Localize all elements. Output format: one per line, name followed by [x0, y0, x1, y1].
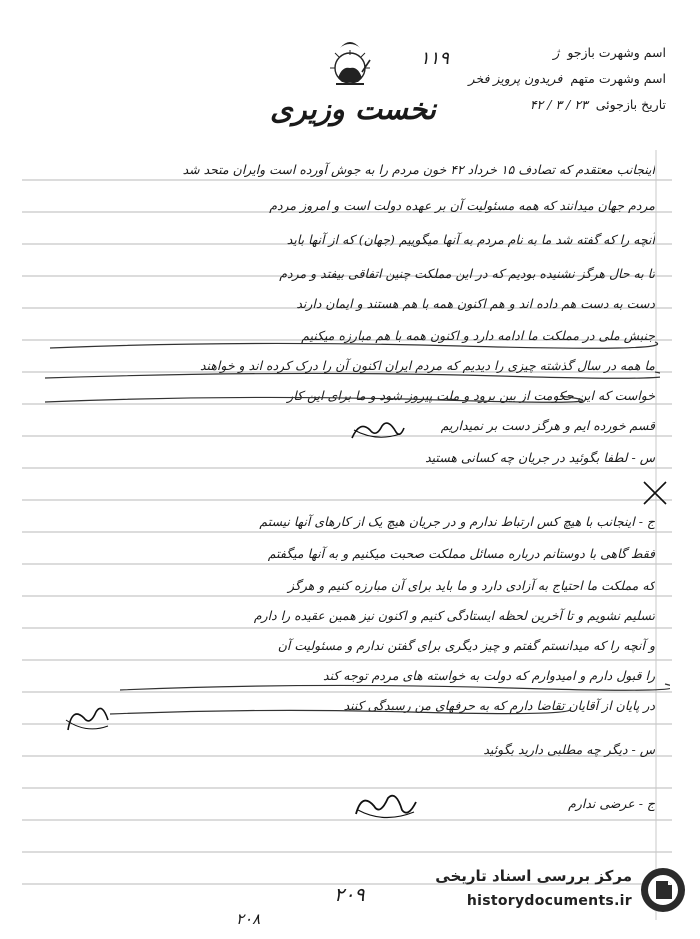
statement-line: دست به دست هم داده اند و هم اکنون همه با هم هستند و ایمان دارند: [296, 296, 655, 311]
question-1: س - لطفا بگوئید در جریان چه کسانی هستید: [425, 450, 655, 465]
signature-icon: [346, 416, 406, 446]
archive-watermark: [425, 859, 690, 929]
statement-line: جنبش ملی در مملکت ما ادامه دارد و اکنون همه با هم مبارزه میکنیم: [301, 328, 655, 343]
interrogation-metadata: [469, 40, 667, 118]
signature-icon: [350, 788, 420, 828]
defendant-field: [469, 66, 667, 92]
cross-mark-icon: [640, 478, 670, 508]
statement-line: قسم خورده ایم و هرگز دست بر نمیداریم: [440, 418, 655, 433]
answer-line: تسلیم نشویم و تا آخرین لحظه ایستادگی کنیم و اکنون نیز همین عقیده را دارم: [253, 608, 655, 623]
question-2: س - دیگر چه مطلبی دارید بگوئید: [483, 742, 655, 757]
archive-logo-icon: [638, 865, 688, 915]
underline-marks: [40, 330, 660, 410]
statement-line: اینجانب معتقدم که تصادف ۱۵ خرداد ۴۲ خون مردم را به جوش آورده است وایران متحد شد: [182, 162, 655, 177]
field-label: اسم وشهرت متهم: [570, 71, 666, 86]
answer-line: که مملکت ما احتیاج به آزادی دارد و ما باید برای آن مبارزه کنیم و هرگز: [287, 578, 655, 593]
field-label: اسم وشهرت بازجو: [567, 45, 666, 60]
archive-page-number: ۲۰۸: [236, 910, 261, 928]
underline-marks: [110, 680, 670, 720]
page-number: ۲۰۹: [334, 884, 365, 906]
field-value: ۲۳ / ۳ / ۴۲: [529, 97, 588, 112]
field-label: تاریخ بازجوئی: [595, 97, 666, 112]
statement-line: آنچه را که گفته شد ما به نام مردم به آنها میگوییم (جهان) که از آنها باید: [286, 232, 655, 247]
answer-line: و آنچه را که میدانستم گفتم و چیز دیگری برای گفتن ندارم و مسئولیت آن: [277, 638, 655, 653]
statement-line: مردم جهان میدانند که همه مسئولیت آن بر عهده دولت است و امروز مردم: [269, 198, 655, 213]
watermark-url: historydocuments.ir: [466, 893, 632, 909]
statement-line: ما همه در سال گذشته چیزی را دیدیم که مردم ایران اکنون آن را درک کرده اند و خواهند: [200, 358, 655, 373]
answer-line: ج - اینجانب با هیچ کس ارتباط ندارم و در جریان هیچ یک از کارهای آنها نیستم: [259, 514, 655, 529]
answer-2: ج - عرضی ندارم: [568, 796, 655, 811]
lion-and-sun-emblem-icon: [322, 38, 378, 96]
document-number: ۱۱۹: [420, 48, 450, 69]
answer-line: در پایان از آقایان تقاضا دارم که به حرفهای من رسیدگی کنند: [343, 698, 655, 713]
answer-line: فقط گاهی با دوستانم درباره مسائل مملکت صحبت میکنیم و به آنها میگفتم: [267, 546, 655, 561]
ministry-title: نخست وزیری: [269, 92, 436, 126]
field-value: فریدون پرویز فخر: [468, 71, 563, 86]
signature-icon: [62, 700, 112, 740]
statement-line: تا به حال هرگز نشنیده بودیم که در این مملکت چنین اتفاقی بیفتد و مردم: [279, 266, 655, 281]
field-value: ژ: [553, 45, 560, 60]
answer-line: را قبول دارم و امیدوارم که دولت به خواسته های مردم توجه کند: [323, 668, 655, 683]
interrogator-field: [469, 40, 667, 66]
interrogation-date-field: [469, 92, 667, 118]
watermark-title: مرکز بررسی اسناد تاریخی: [435, 867, 632, 885]
statement-line: خواست که این حکومت از بین برود و ملت پیروز شود و ما برای این کار: [287, 388, 655, 403]
